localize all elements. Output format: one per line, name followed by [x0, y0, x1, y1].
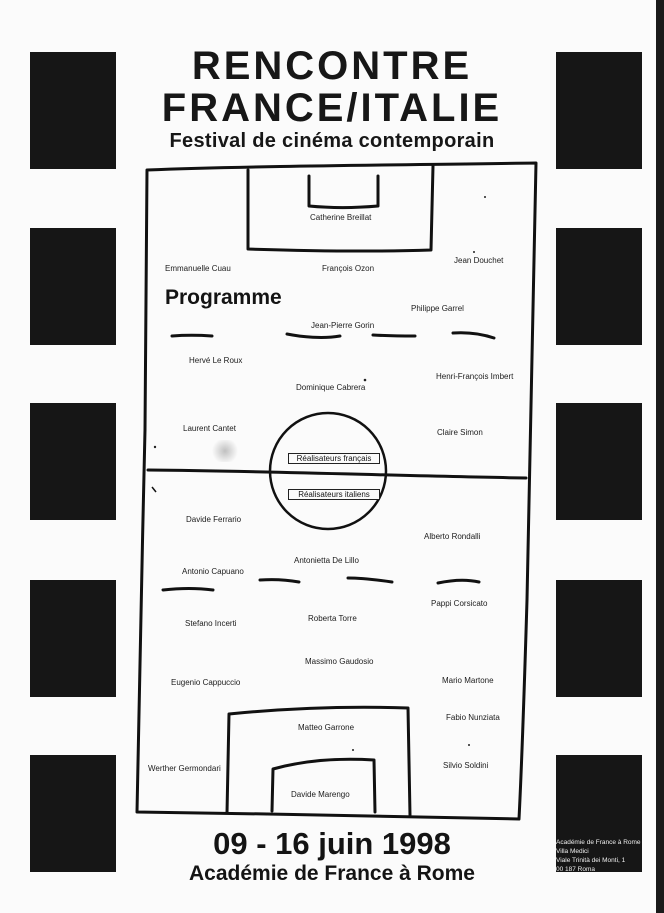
director-name: Pappi Corsicato — [431, 599, 488, 608]
director-name: François Ozon — [322, 264, 375, 273]
director-name: Hervé Le Roux — [189, 356, 243, 365]
address-line: Villa Medici — [556, 848, 589, 855]
poster-title-line2: FRANCE/ITALIE — [161, 86, 503, 130]
director-name: Fabio Nunziata — [446, 713, 500, 722]
director-name: Eugenio Cappuccio — [171, 678, 241, 687]
director-name: Massimo Gaudosio — [305, 657, 374, 666]
programme-heading: Programme — [165, 286, 282, 309]
director-name: Emmanuelle Cuau — [165, 264, 231, 273]
director-name: Alberto Rondalli — [424, 532, 481, 541]
director-name: Stefano Incerti — [185, 619, 237, 628]
director-name: Davide Marengo — [291, 790, 350, 799]
festival-venue: Académie de France à Rome — [189, 862, 475, 885]
address-line: 00 187 Roma — [556, 866, 596, 873]
director-name: Silvio Soldini — [443, 761, 489, 770]
poster-title-line1: RENCONTRE — [191, 44, 473, 88]
director-name: Jean-Pierre Gorin — [311, 321, 375, 330]
director-name: Antonio Capuano — [182, 567, 244, 576]
french-directors-label: Réalisateurs français — [288, 453, 380, 464]
director-name: Claire Simon — [437, 428, 483, 437]
director-name: Laurent Cantet — [183, 424, 236, 433]
poster-subtitle: Festival de cinéma contemporain — [169, 130, 495, 152]
director-name: Philippe Garrel — [411, 304, 464, 313]
director-name: Antonietta De Lillo — [294, 556, 359, 565]
director-name: Henri-François Imbert — [436, 372, 514, 381]
director-name: Davide Ferrario — [186, 515, 242, 524]
address-line: Académie de France à Rome — [556, 839, 641, 846]
festival-dates: 09 - 16 juin 1998 — [213, 826, 451, 861]
director-name: Roberta Torre — [308, 614, 357, 623]
italian-directors-label: Réalisateurs italiens — [288, 489, 380, 500]
director-name: Mario Martone — [442, 676, 494, 685]
director-name: Dominique Cabrera — [296, 383, 366, 392]
venue-address — [556, 838, 642, 874]
director-name: Jean Douchet — [454, 256, 504, 265]
ink-smudge — [210, 440, 240, 462]
director-name: Matteo Garrone — [298, 723, 355, 732]
director-name: Werther Germondari — [148, 764, 221, 773]
director-name: Catherine Breillat — [310, 213, 372, 222]
address-line: Viale Trinità dei Monti, 1 — [556, 857, 626, 864]
